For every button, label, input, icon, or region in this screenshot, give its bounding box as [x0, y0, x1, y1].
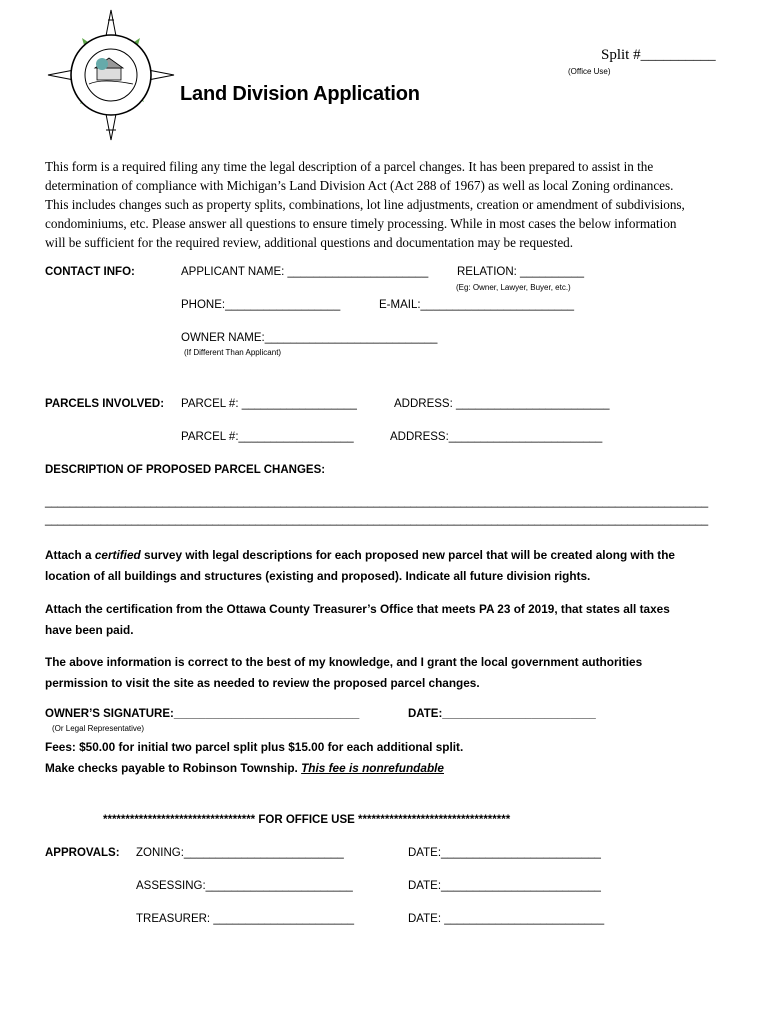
- nonrefundable-notice: This fee is nonrefundable: [301, 761, 444, 775]
- relation-field[interactable]: RELATION: __________: [457, 266, 585, 278]
- description-line-2[interactable]: ___________________________________________________________________________________________________________: [45, 514, 708, 526]
- attach-survey-line-2: location of all buildings and structures (existing and proposed). Indicate all future division rights.: [45, 569, 591, 583]
- office-use-banner: ********************************** FOR OFFICE USE **********************************: [103, 814, 511, 826]
- intro-line: This includes changes such as property splits, combinations, lot line adjustments, creation or amendment of subdivisions,: [45, 197, 685, 212]
- description-heading: DESCRIPTION OF PROPOSED PARCEL CHANGES:: [45, 464, 326, 476]
- fees-line-1: Fees: $50.00 for initial two parcel split plus $15.00 for each additional split.: [45, 740, 464, 754]
- zoning-date-field[interactable]: DATE:_________________________: [408, 847, 601, 859]
- intro-line: determination of compliance with Michigan’s Land Division Act (Act 288 of 1967) as well as local Zoning ordinances.: [45, 178, 674, 193]
- consent-line-1: The above information is correct to the best of my knowledge, and I grant the local government authorities: [45, 655, 643, 669]
- address-field-2[interactable]: ADDRESS:________________________: [390, 431, 603, 443]
- contact-info-heading: CONTACT INFO:: [45, 266, 135, 278]
- page-title: Land Division Application: [180, 83, 420, 105]
- consent-line-2: permission to visit the site as needed to review the proposed parcel changes.: [45, 676, 480, 690]
- intro-line: condominiums, etc. Please answer all questions to ensure timely processing. While in most cases the below information: [45, 216, 677, 231]
- phone-field[interactable]: PHONE:__________________: [181, 299, 341, 311]
- address-field-1[interactable]: ADDRESS: ________________________: [394, 398, 610, 410]
- signature-date-field[interactable]: DATE:________________________: [408, 708, 596, 720]
- treasurer-date-field[interactable]: DATE: _________________________: [408, 913, 605, 925]
- treasurer-approval-field[interactable]: TREASURER: ______________________: [136, 913, 355, 925]
- email-field[interactable]: E-MAIL:________________________: [379, 299, 575, 311]
- attach-survey-paragraph: [45, 545, 735, 587]
- attach-survey-text: survey with legal descriptions for each proposed new parcel that will be created along with the: [140, 548, 675, 562]
- office-use-note: (Office Use): [568, 67, 611, 76]
- assessing-date-field[interactable]: DATE:_________________________: [408, 880, 601, 892]
- intro-paragraph: [45, 157, 735, 252]
- split-number-field[interactable]: Split #__________: [601, 47, 716, 63]
- intro-line: will be sufficient for the required review, additional questions and documentation may be requested.: [45, 235, 574, 250]
- approvals-heading: APPROVALS:: [45, 847, 120, 859]
- parcel-number-field-2[interactable]: PARCEL #:__________________: [181, 431, 354, 443]
- owner-name-hint: (If Different Than Applicant): [184, 348, 282, 357]
- owner-signature-field[interactable]: OWNER’S SIGNATURE:_____________________________: [45, 708, 360, 720]
- certified-emphasis: certified: [94, 548, 141, 562]
- compass-rose-seal-icon: [42, 6, 180, 144]
- fees-paragraph: [45, 737, 735, 779]
- robinson-township-seal-logo: [42, 6, 180, 144]
- consent-paragraph: [45, 652, 735, 694]
- parcels-involved-heading: PARCELS INVOLVED:: [45, 398, 165, 410]
- parcel-number-field-1[interactable]: PARCEL #: __________________: [181, 398, 357, 410]
- attach-cert-line-2: have been paid.: [45, 623, 134, 637]
- owner-name-field[interactable]: OWNER NAME:___________________________: [181, 332, 438, 344]
- description-line-1[interactable]: ___________________________________________________________________________________________________________: [45, 496, 708, 508]
- zoning-approval-field[interactable]: ZONING:_________________________: [136, 847, 344, 859]
- applicant-name-field[interactable]: APPLICANT NAME: ______________________: [181, 266, 429, 278]
- assessing-approval-field[interactable]: ASSESSING:_______________________: [136, 880, 353, 892]
- attach-survey-text: Attach a: [45, 548, 95, 562]
- fees-payable-text: Make checks payable to Robinson Township.: [45, 761, 302, 775]
- intro-line: This form is a required filing any time the legal description of a parcel changes. It has been prepared to assist in the: [45, 159, 654, 174]
- attach-certification-paragraph: [45, 599, 735, 641]
- attach-cert-line-1: Attach the certification from the Ottawa County Treasurer’s Office that meets PA 23 of 2019, that states all taxes: [45, 602, 670, 616]
- signature-hint: (Or Legal Representative): [52, 724, 145, 733]
- relation-hint: (Eg: Owner, Lawyer, Buyer, etc.): [456, 283, 571, 292]
